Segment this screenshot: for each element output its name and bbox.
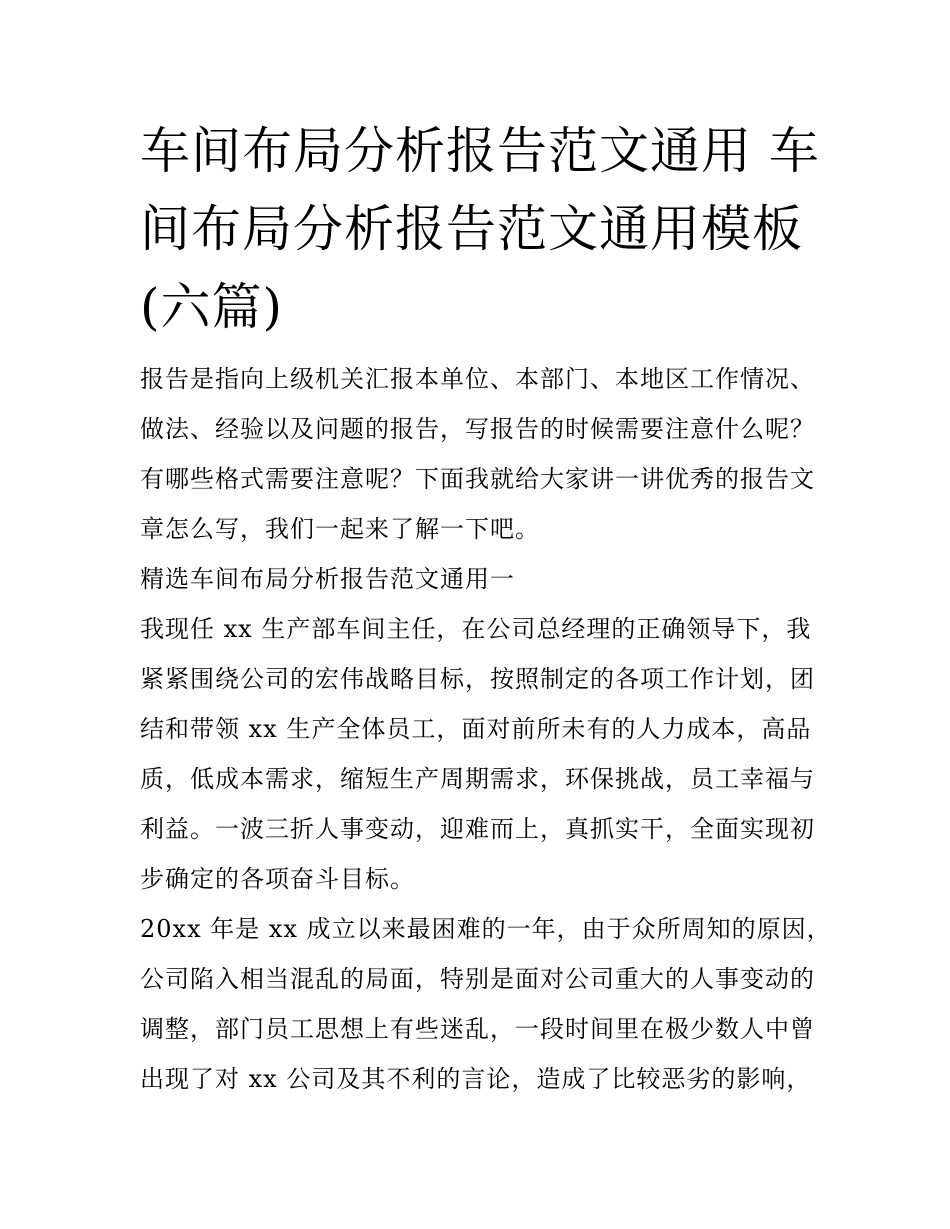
text-line: 调整，部门员工思想上有些迷乱，一段时间里在极少数人中曾 bbox=[140, 1015, 815, 1043]
text-line: 精选车间布局分析报告范文通用一 bbox=[140, 565, 515, 593]
body-paragraph bbox=[140, 904, 832, 1104]
text-line: 出现了对 xx 公司及其不利的言论，造成了比较恶劣的影响， bbox=[140, 1065, 812, 1093]
document-page bbox=[140, 112, 832, 1104]
text-line: 利益。一波三折人事变动，迎难而上，真抓实干，全面实现初 bbox=[140, 815, 815, 843]
text-line: 有哪些格式需要注意呢？下面我就给大家讲一讲优秀的报告文 bbox=[140, 465, 815, 493]
text-line: 报告是指向上级机关汇报本单位、本部门、本地区工作情况、 bbox=[140, 365, 815, 393]
title-line: 间布局分析报告范文通用模板 bbox=[140, 200, 803, 258]
text-line: 我现任 xx 生产部车间主任，在公司总经理的正确领导下，我 bbox=[140, 615, 812, 643]
intro-paragraph bbox=[140, 354, 815, 554]
text-line: 步确定的各项奋斗目标。 bbox=[140, 865, 415, 893]
title-line: 车间布局分析报告范文通用 车 bbox=[140, 122, 820, 180]
document-body bbox=[140, 354, 832, 1104]
document-title bbox=[140, 112, 820, 346]
text-line: 紧紧围绕公司的宏伟战略目标，按照制定的各项工作计划，团 bbox=[140, 665, 815, 693]
text-line: 做法、经验以及问题的报告，写报告的时候需要注意什么呢？ bbox=[140, 415, 815, 443]
text-line: 公司陷入相当混乱的局面，特别是面对公司重大的人事变动的 bbox=[140, 965, 815, 993]
text-line: 结和带领 xx 生产全体员工，面对前所未有的人力成本，高品 bbox=[140, 715, 812, 743]
text-line: 质，低成本需求，缩短生产周期需求，环保挑战，员工幸福与 bbox=[140, 765, 815, 793]
body-paragraph bbox=[140, 604, 815, 904]
text-line: 章怎么写，我们一起来了解一下吧。 bbox=[140, 515, 540, 543]
section-heading bbox=[140, 554, 812, 604]
text-line: 20xx 年是 xx 成立以来最困难的一年，由于众所周知的原因， bbox=[140, 915, 832, 943]
title-line: (六篇) bbox=[140, 278, 284, 336]
